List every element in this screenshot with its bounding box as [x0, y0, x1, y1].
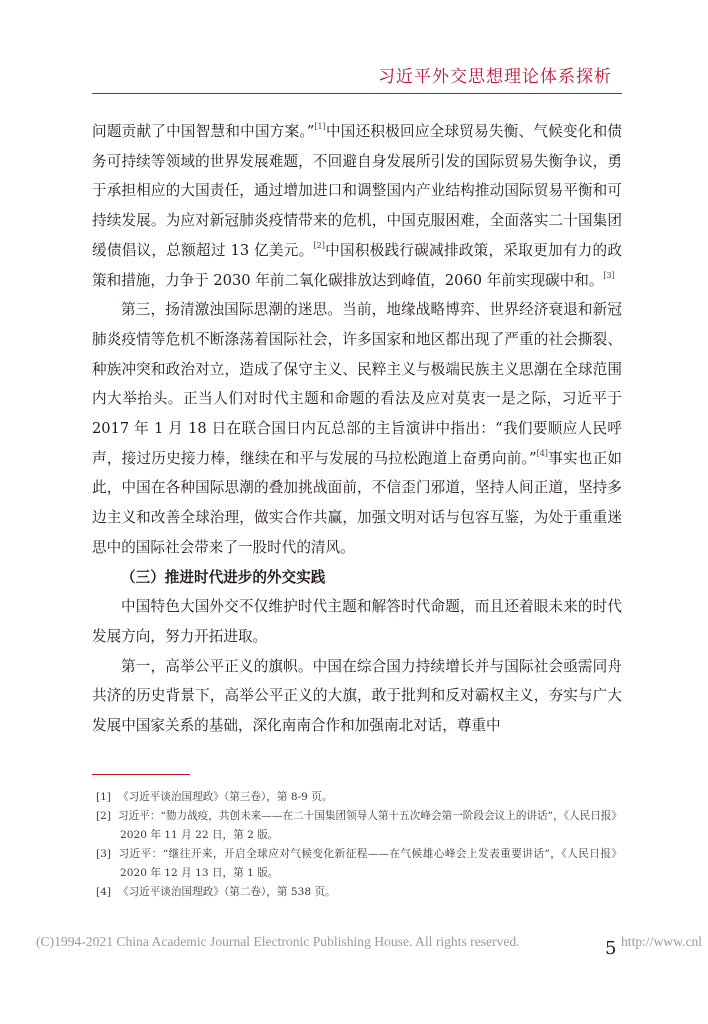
footnote-number: [1]	[96, 791, 112, 803]
footnote-number: [4]	[96, 886, 112, 898]
section-heading: （三）推进时代进步的外交实践	[121, 568, 326, 586]
text-run: 问题贡献了中国智慧和中国方案。”	[92, 123, 315, 140]
footnote	[92, 788, 622, 807]
header-rule	[92, 93, 622, 94]
paragraph: 第一，高举公平正义的旗帜。中国在综合国力持续增长并与国际社会亟需同舟共济的历史背景下，高举公平正义的大旗，敢于批判和反对霸权主义，夯实与广大发展中国家关系的基础，深化南南合作和加强南北对话，尊重中	[92, 657, 622, 735]
text-run: 中国还积极回应全球贸易失衡、气候变化和债务可持续等领域的世界发展难题，不回避自身发展所引发的国际贸易失衡争议，勇于承担相应的大国责任，通过增加进口和调整国内产业结构推动国际贸易平衡和可持续发展。为应对新冠肺炎疫情带来的危机，中国克服困难，全面落实二十国集团缓债倡议，总额超过 13 亿美元。	[92, 123, 622, 259]
footnote-ref[interactable]: [2]	[313, 240, 325, 250]
footnote-ref[interactable]: [3]	[603, 270, 615, 280]
text-run: 事实也正如此，中国在各种国际思潮的叠加挑战面前，不信歪门邪道，坚持人间正道，坚持多边主义和改善全球治理，做实合作共赢，加强文明对话与包容互鉴，为处于重重迷思中的国际社会带来了一股时代的清风。	[92, 449, 622, 556]
footnote	[92, 883, 622, 902]
footnote-rule	[92, 774, 190, 775]
footnote-number: [2]	[96, 810, 112, 822]
footnote-ref[interactable]: [1]	[314, 122, 326, 131]
publisher-url[interactable]: http://www.cnl	[621, 934, 703, 949]
body-text	[92, 117, 622, 741]
footnote	[92, 845, 622, 883]
footnote-number: [3]	[96, 848, 112, 860]
footnote-text: 《习近平谈治国理政》（第二卷），第 538 页。	[118, 886, 336, 898]
footnote-ref[interactable]: [4]	[536, 448, 548, 458]
footnote	[92, 807, 622, 845]
paragraph: 中国特色大国外交不仅维护时代主题和解答时代命题，而且还着眼未来的时代发展方向，努力开拓进取。	[92, 598, 622, 645]
paragraph	[92, 295, 622, 562]
copyright-notice: (C)1994-2021 China Academic Journal Electronic Publishing House. All rights reserved.	[36, 934, 520, 949]
footnote-text: 习近平：“继往开来，开启全球应对气候变化新征程——在气候雄心峰会上发表重要讲话”，《人民日报》 2020 年 12 月 13 日，第 1 版。	[118, 848, 622, 879]
running-title: 习近平外交思想理论体系探析	[378, 67, 612, 87]
footnote-text: 《习近平谈治国理政》（第三卷），第 8-9 页。	[118, 791, 333, 803]
text-run: 中国积极践行碳减排政策，采取更加有力的政策和措施，力争于 2030 年前二氧化碳排放达到峰值，2060 年前实现碳中和。	[92, 241, 622, 289]
footnotes	[92, 788, 622, 902]
paragraph	[92, 117, 622, 295]
footnote-text: 习近平：“勠力战疫，共创未来——在二十国集团领导人第十五次峰会第一阶段会议上的讲话”，《人民日报》 2020 年 11 月 22 日，第 2 版。	[118, 810, 622, 841]
text-run: 第三，扬清激浊国际思潮的迷思。当前，地缘战略博弈、世界经济衰退和新冠肺炎疫情等危机不断涤荡着国际社会，许多国家和地区都出现了严重的社会撕裂、种族冲突和政治对立，造成了保守主义、民粹主义与极端民族主义思潮在全球范围内大举抬头。正当人们对时代主题和命题的看法及应对莫衷一是之际，习近平于 2017 年 1 月 18 日在联合国日内瓦总部的主旨演讲中指出：“我们要顺应人民呼声，接过历史接力棒，继续在和平与发展的马拉松跑道上奋勇向前。”	[92, 301, 622, 467]
page-number: 5	[605, 938, 617, 959]
